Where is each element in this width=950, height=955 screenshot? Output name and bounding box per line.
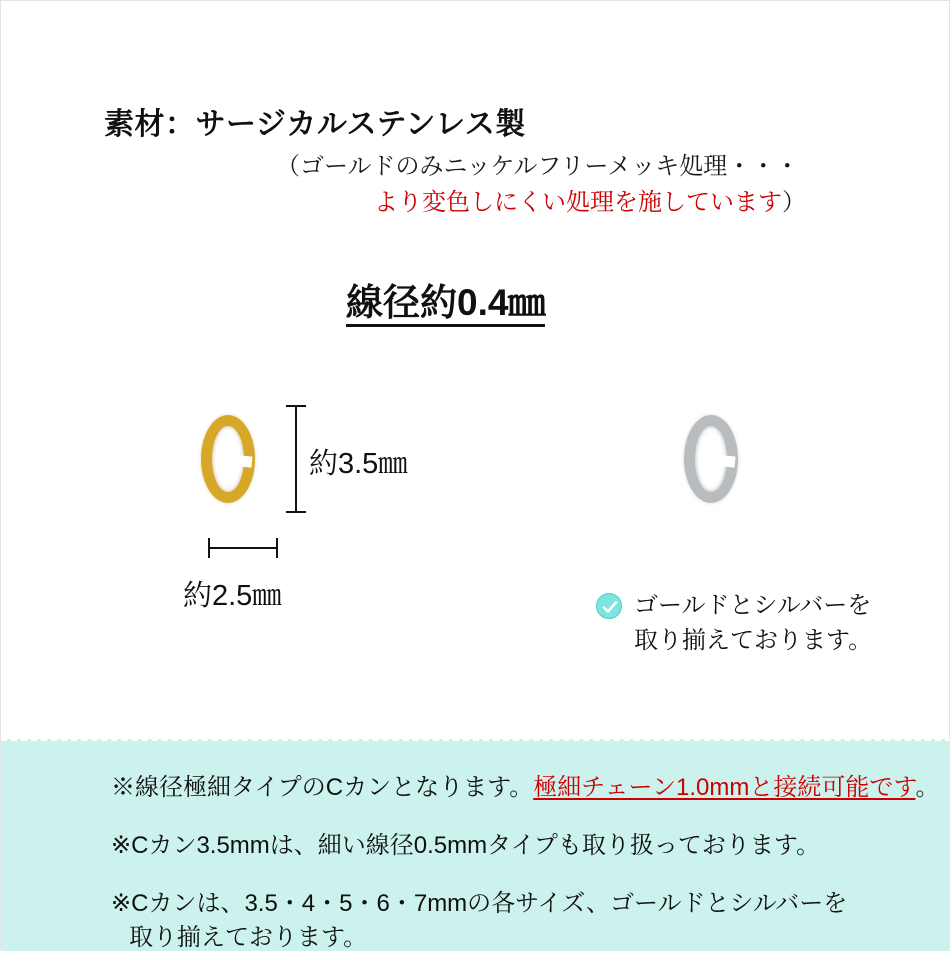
check-circle-icon xyxy=(596,593,622,619)
note-item-1 xyxy=(111,771,939,805)
color-availability-line-2: 取り揃えております。 xyxy=(634,626,873,654)
silver-jump-ring-illustration xyxy=(684,415,738,503)
note-item-3-continued: 取り揃えております。 xyxy=(129,924,368,951)
material-heading: 素材：サージカルステンレス製 xyxy=(104,108,526,141)
note-1-prefix: ※線径極細タイプのCカンとなります。 xyxy=(111,774,534,801)
height-dimension-label: 約3.5㎜ xyxy=(309,448,408,480)
note-item-2: ※Cカン3.5mmは、細い線径0.5mmタイプも取り扱っております。 xyxy=(111,832,821,859)
plating-note-line-2 xyxy=(276,182,806,217)
plating-note-line-1: （ゴールドのみニッケルフリーメッキ処理・・・ xyxy=(276,153,800,180)
note-1-highlight: 極細チェーン1.0mmと接続可能です xyxy=(533,774,916,801)
width-dimension-label: 約2.5㎜ xyxy=(183,580,282,612)
plating-note-highlight: より変色しにくい処理を施しています xyxy=(374,189,782,216)
color-availability-line-1: ゴールドとシルバーを xyxy=(634,592,872,619)
bottom-notes-panel xyxy=(1,739,950,951)
note-1-suffix: 。 xyxy=(915,774,940,801)
color-availability-text xyxy=(634,589,872,659)
height-dimension-line xyxy=(295,405,297,513)
wire-diameter-title: 線径約0.4㎜ xyxy=(346,284,545,327)
gold-jump-ring-illustration xyxy=(201,415,255,503)
width-dimension-line xyxy=(208,547,278,549)
note-item-3: ※Cカンは、3.5・4・5・6・7mmの各サイズ、ゴールドとシルバーを xyxy=(111,890,848,917)
plating-note-close-paren: ） xyxy=(782,189,806,216)
